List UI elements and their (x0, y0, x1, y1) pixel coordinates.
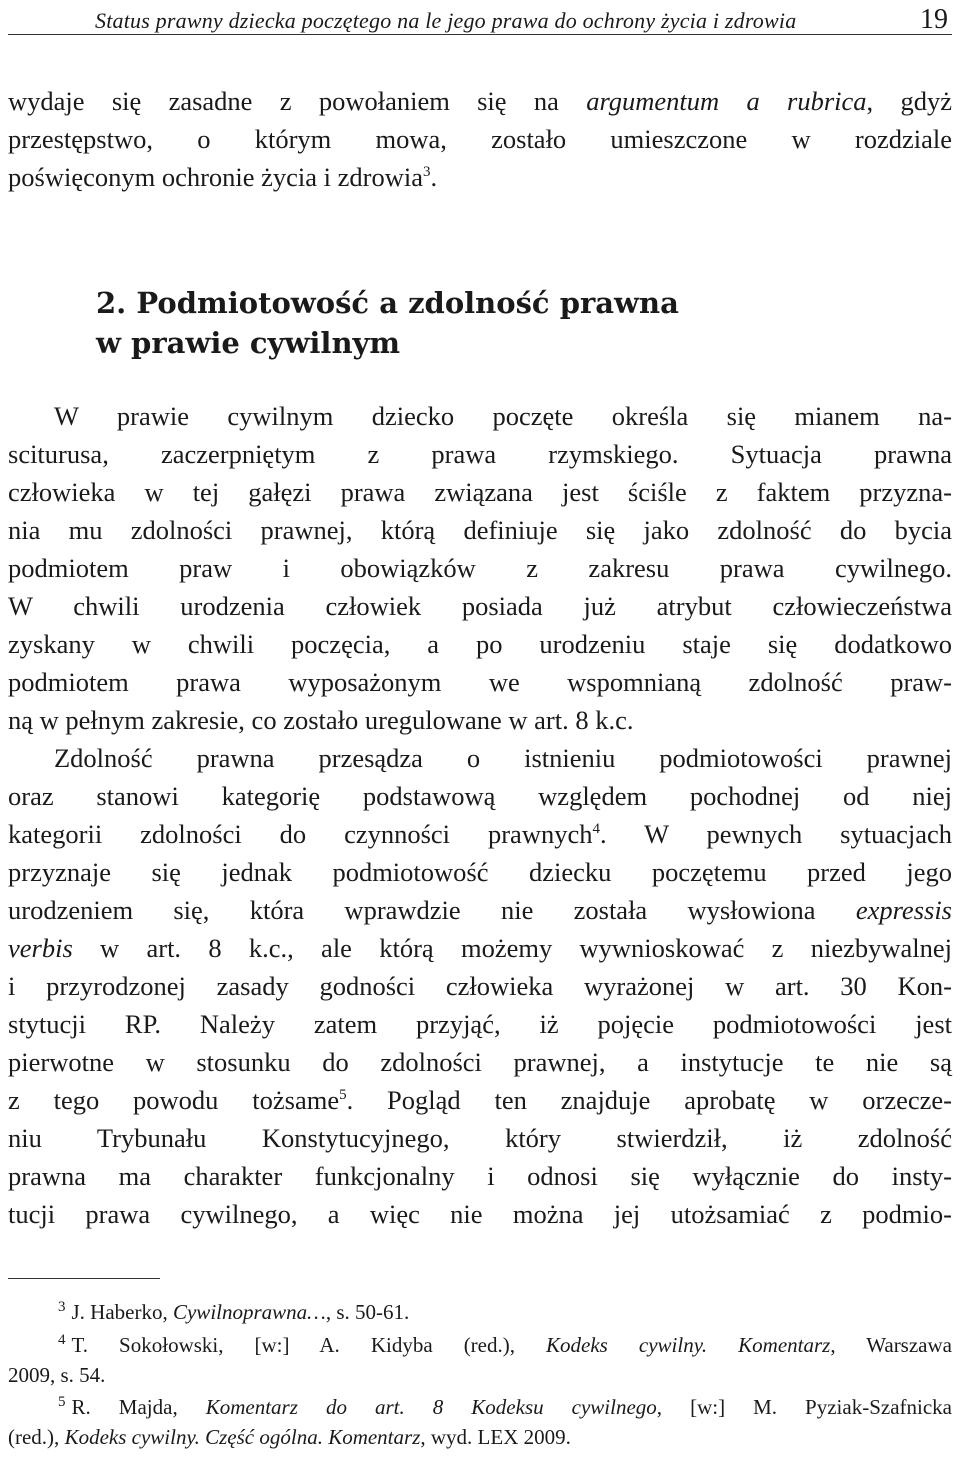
footnote-line: $^4$ T. Sokołowski, [w:] A. Kidyba (red.), Kodeks cywilny. Komentarz, Warszawa (58, 1332, 952, 1357)
paragraph-main (8, 397, 952, 1233)
text-line: nia mu zdolności prawnej, którą definiuje się jako zdolność do bycia (8, 515, 952, 545)
text-line: podmiotem praw i obowiązków z zakresu prawa cywilnego. (8, 553, 952, 583)
footnote-ref-5[interactable]: 5 (339, 1087, 347, 1104)
running-title: Status prawny dziecka poczętego na le jego prawa do ochrony życia i zdrowia (95, 8, 797, 33)
text-line: niu Trybunału Konstytucyjnego, który stwierdził, iż zdolność (8, 1123, 952, 1153)
text-line: sciturusa, zaczerpniętym z prawa rzymskiego. Sytuacja prawna (8, 439, 952, 469)
footnote-4 (8, 1330, 952, 1390)
section-heading (96, 283, 679, 363)
text-line: W chwili urodzenia człowiek posiada już atrybut człowieczeństwa (8, 591, 952, 621)
text-line: zyskany w chwili poczęcia, a po urodzeniu staje się dodatkowo (8, 629, 952, 659)
latin-term: expressis (855, 895, 952, 925)
paragraph-intro (8, 82, 952, 196)
text-line: oraz stanowi kategorię podstawową względem pochodnej od niej (8, 781, 952, 811)
text-line: urodzeniem się, która wprawdzie nie została wysłowiona expressis (8, 895, 952, 925)
text-line: wydaje się zasadne z powołaniem się na argumentum a rubrica, gdyż (8, 86, 952, 116)
footnote-ref-4[interactable]: 4 (592, 821, 600, 838)
text-line: verbis w art. 8 k.c., ale którą możemy wywnioskować z niezbywalnej (8, 933, 952, 963)
text-line: stytucji RP. Należy zatem przyjąć, iż pojęcie podmiotowości jest (8, 1009, 952, 1039)
footnote-line: $^5$ R. Majda, Komentarz do art. 8 Kodeksu cywilnego, [w:] M. Pyziak-Szafnicka (58, 1394, 952, 1419)
text-line: tucji prawa cywilnego, a więc nie można jej utożsamiać z podmio- (8, 1199, 952, 1229)
text-line: prawna ma charakter funkcjonalny i odnosi się wyłącznie do insty- (8, 1161, 952, 1191)
text-line: przyznaje się jednak podmiotowość dziecku poczętemu przed jego (8, 857, 952, 887)
text-line: i przyrodzonej zasady godności człowieka wyrażonej w art. 30 Kon- (8, 971, 952, 1001)
footnote-mark: 3 (58, 1299, 66, 1315)
text-line: ną w pełnym zakresie, co zostało uregulowane w art. 8 k.c. (8, 705, 634, 735)
footnote-5 (8, 1392, 952, 1452)
heading-line-2: w prawie cywilnym (96, 326, 401, 360)
footnote-line: (red.), Kodeks cywilny. Część ogólna. Komentarz, wyd. LEX 2009. (8, 1425, 571, 1449)
footnote-mark: 5 (58, 1394, 66, 1410)
text-line: poświęconym ochronie życia i zdrowia$^3$. (8, 162, 438, 192)
page-number: 19 (920, 4, 948, 35)
text-line: W prawie cywilnym dziecko poczęte określa się mianem na- (54, 401, 952, 431)
text-line: pierwotne w stosunku do zdolności prawnej, a instytucje te nie są (8, 1047, 952, 1077)
text-line: podmiotem prawa wyposażonym we wspomnianą zdolność praw- (8, 667, 952, 697)
latin-term: verbis (8, 933, 73, 963)
heading-line-1: 2. Podmiotowość a zdolność prawna (96, 286, 679, 320)
text-line: Zdolność prawna przesądza o istnieniu podmiotowości prawnej (54, 743, 952, 773)
text-line: kategorii zdolności do czynności prawnych$^4$. W pewnych sytuacjach (8, 819, 952, 849)
footnote-mark: 4 (58, 1332, 66, 1348)
footnote-3 (8, 1297, 952, 1327)
footnote-ref-3[interactable]: 3 (423, 164, 431, 181)
text-line: przestępstwo, o którym mowa, zostało umieszczone w rozdziale (8, 124, 952, 154)
footnote-line: $^3$ J. Haberko, Cywilnoprawna…, s. 50-61. (58, 1299, 410, 1324)
footnote-separator (8, 1278, 160, 1279)
running-header (8, 4, 952, 35)
text-line: człowieka w tej gałęzi prawa związana jest ściśle z faktem przyzna- (8, 477, 952, 507)
footnote-line: 2009, s. 54. (8, 1363, 106, 1387)
latin-term: argumentum a rubrica (586, 86, 867, 116)
text-line: z tego powodu tożsame$^5$. Pogląd ten znajduje aprobatę w orzecze- (8, 1085, 952, 1115)
